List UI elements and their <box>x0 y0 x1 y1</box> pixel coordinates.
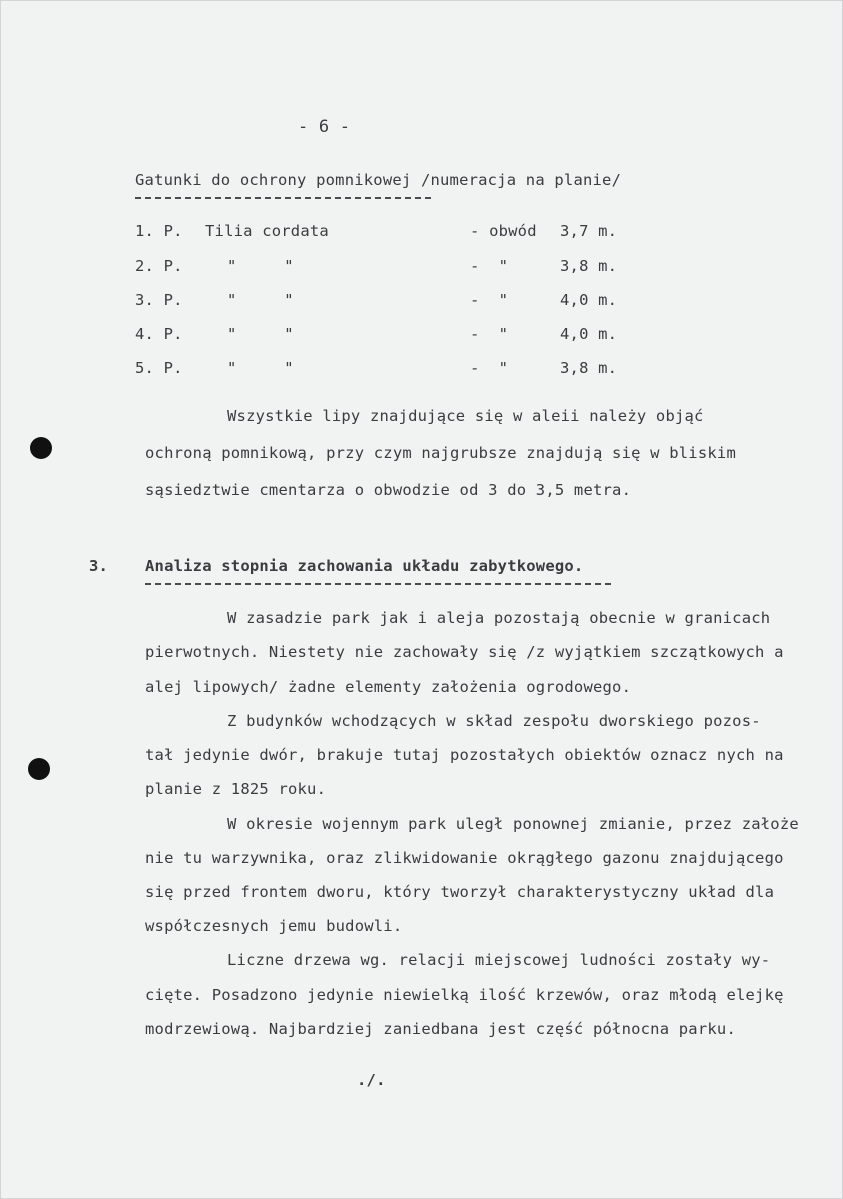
text-line: Z budynków wchodzących w skład zespołu dworskiego pozos- <box>227 712 761 730</box>
tree-no: 4. P. <box>135 325 183 343</box>
text-line: modrzewiową. Najbardziej zaniedbana jest część północna parku. <box>145 1020 736 1038</box>
text-line: tał jedynie dwór, brakuje tutaj pozostałych obiektów oznacz nych na <box>145 746 784 764</box>
tree-circumference: 4,0 m. <box>560 325 618 343</box>
tree-measure-label: - " <box>470 325 509 343</box>
tree-species: " " <box>227 359 294 377</box>
text-line: Liczne drzewa wg. relacji miejscowej ludności zostały wy- <box>227 951 771 969</box>
text-line: ochroną pomnikową, przy czym najgrubsze znajdują się w bliskim <box>145 444 736 462</box>
tree-no: 1. P. <box>135 222 183 240</box>
tree-measure-label: - " <box>470 257 509 275</box>
section-number: 3. <box>89 557 109 575</box>
continuation-mark: ./. <box>357 1071 386 1089</box>
tree-species: Tilia cordata <box>205 222 329 240</box>
tree-circumference: 4,0 m. <box>560 291 618 309</box>
text-line: pierwotnych. Niestety nie zachowały się /z wyjątkiem szczątkowych a <box>145 643 784 661</box>
tree-no: 3. P. <box>135 291 183 309</box>
tree-measure-label: - obwód <box>470 222 537 240</box>
tree-measure-label: - " <box>470 359 509 377</box>
section-title-underline <box>145 583 611 585</box>
tree-no: 2. P. <box>135 257 183 275</box>
section-title: Analiza stopnia zachowania układu zabytkowego. <box>145 557 584 575</box>
text-line: W okresie wojennym park uległ ponownej zmianie, przez założe <box>227 815 799 833</box>
text-line: się przed frontem dworu, który tworzył charakterystyczny układ dla <box>145 883 775 901</box>
tree-measure-label: - " <box>470 291 509 309</box>
text-line: W zasadzie park jak i aleja pozostają obecnie w granicach <box>227 609 771 627</box>
text-line: cięte. Posadzono jedynie niewielką ilość krzewów, oraz młodą elejkę <box>145 986 784 1004</box>
tree-circumference: 3,8 m. <box>560 359 618 377</box>
text-line: współczesnych jemu budowli. <box>145 917 403 935</box>
punch-hole <box>28 758 50 780</box>
text-line: alej lipowych/ żadne elementy założenia ogrodowego. <box>145 678 632 696</box>
page-number: - 6 - <box>298 117 351 137</box>
text-line: sąsiedztwie cmentarza o obwodzie od 3 do 3,5 metra. <box>145 481 632 499</box>
tree-circumference: 3,8 m. <box>560 257 618 275</box>
tree-no: 5. P. <box>135 359 183 377</box>
tree-species: " " <box>227 257 294 275</box>
text-line: Wszystkie lipy znajdujące się w aleii należy objąć <box>227 407 704 425</box>
section-header: Gatunki do ochrony pomnikowej /numeracja na planie/ <box>135 171 622 189</box>
text-line: nie tu warzywnika, oraz zlikwidowanie okrągłego gazonu znajdującego <box>145 849 784 867</box>
text-line: planie z 1825 roku. <box>145 780 327 798</box>
tree-species: " " <box>227 325 294 343</box>
header-underline <box>135 197 431 199</box>
tree-species: " " <box>227 291 294 309</box>
punch-hole <box>30 437 52 459</box>
tree-circumference: 3,7 m. <box>560 222 618 240</box>
